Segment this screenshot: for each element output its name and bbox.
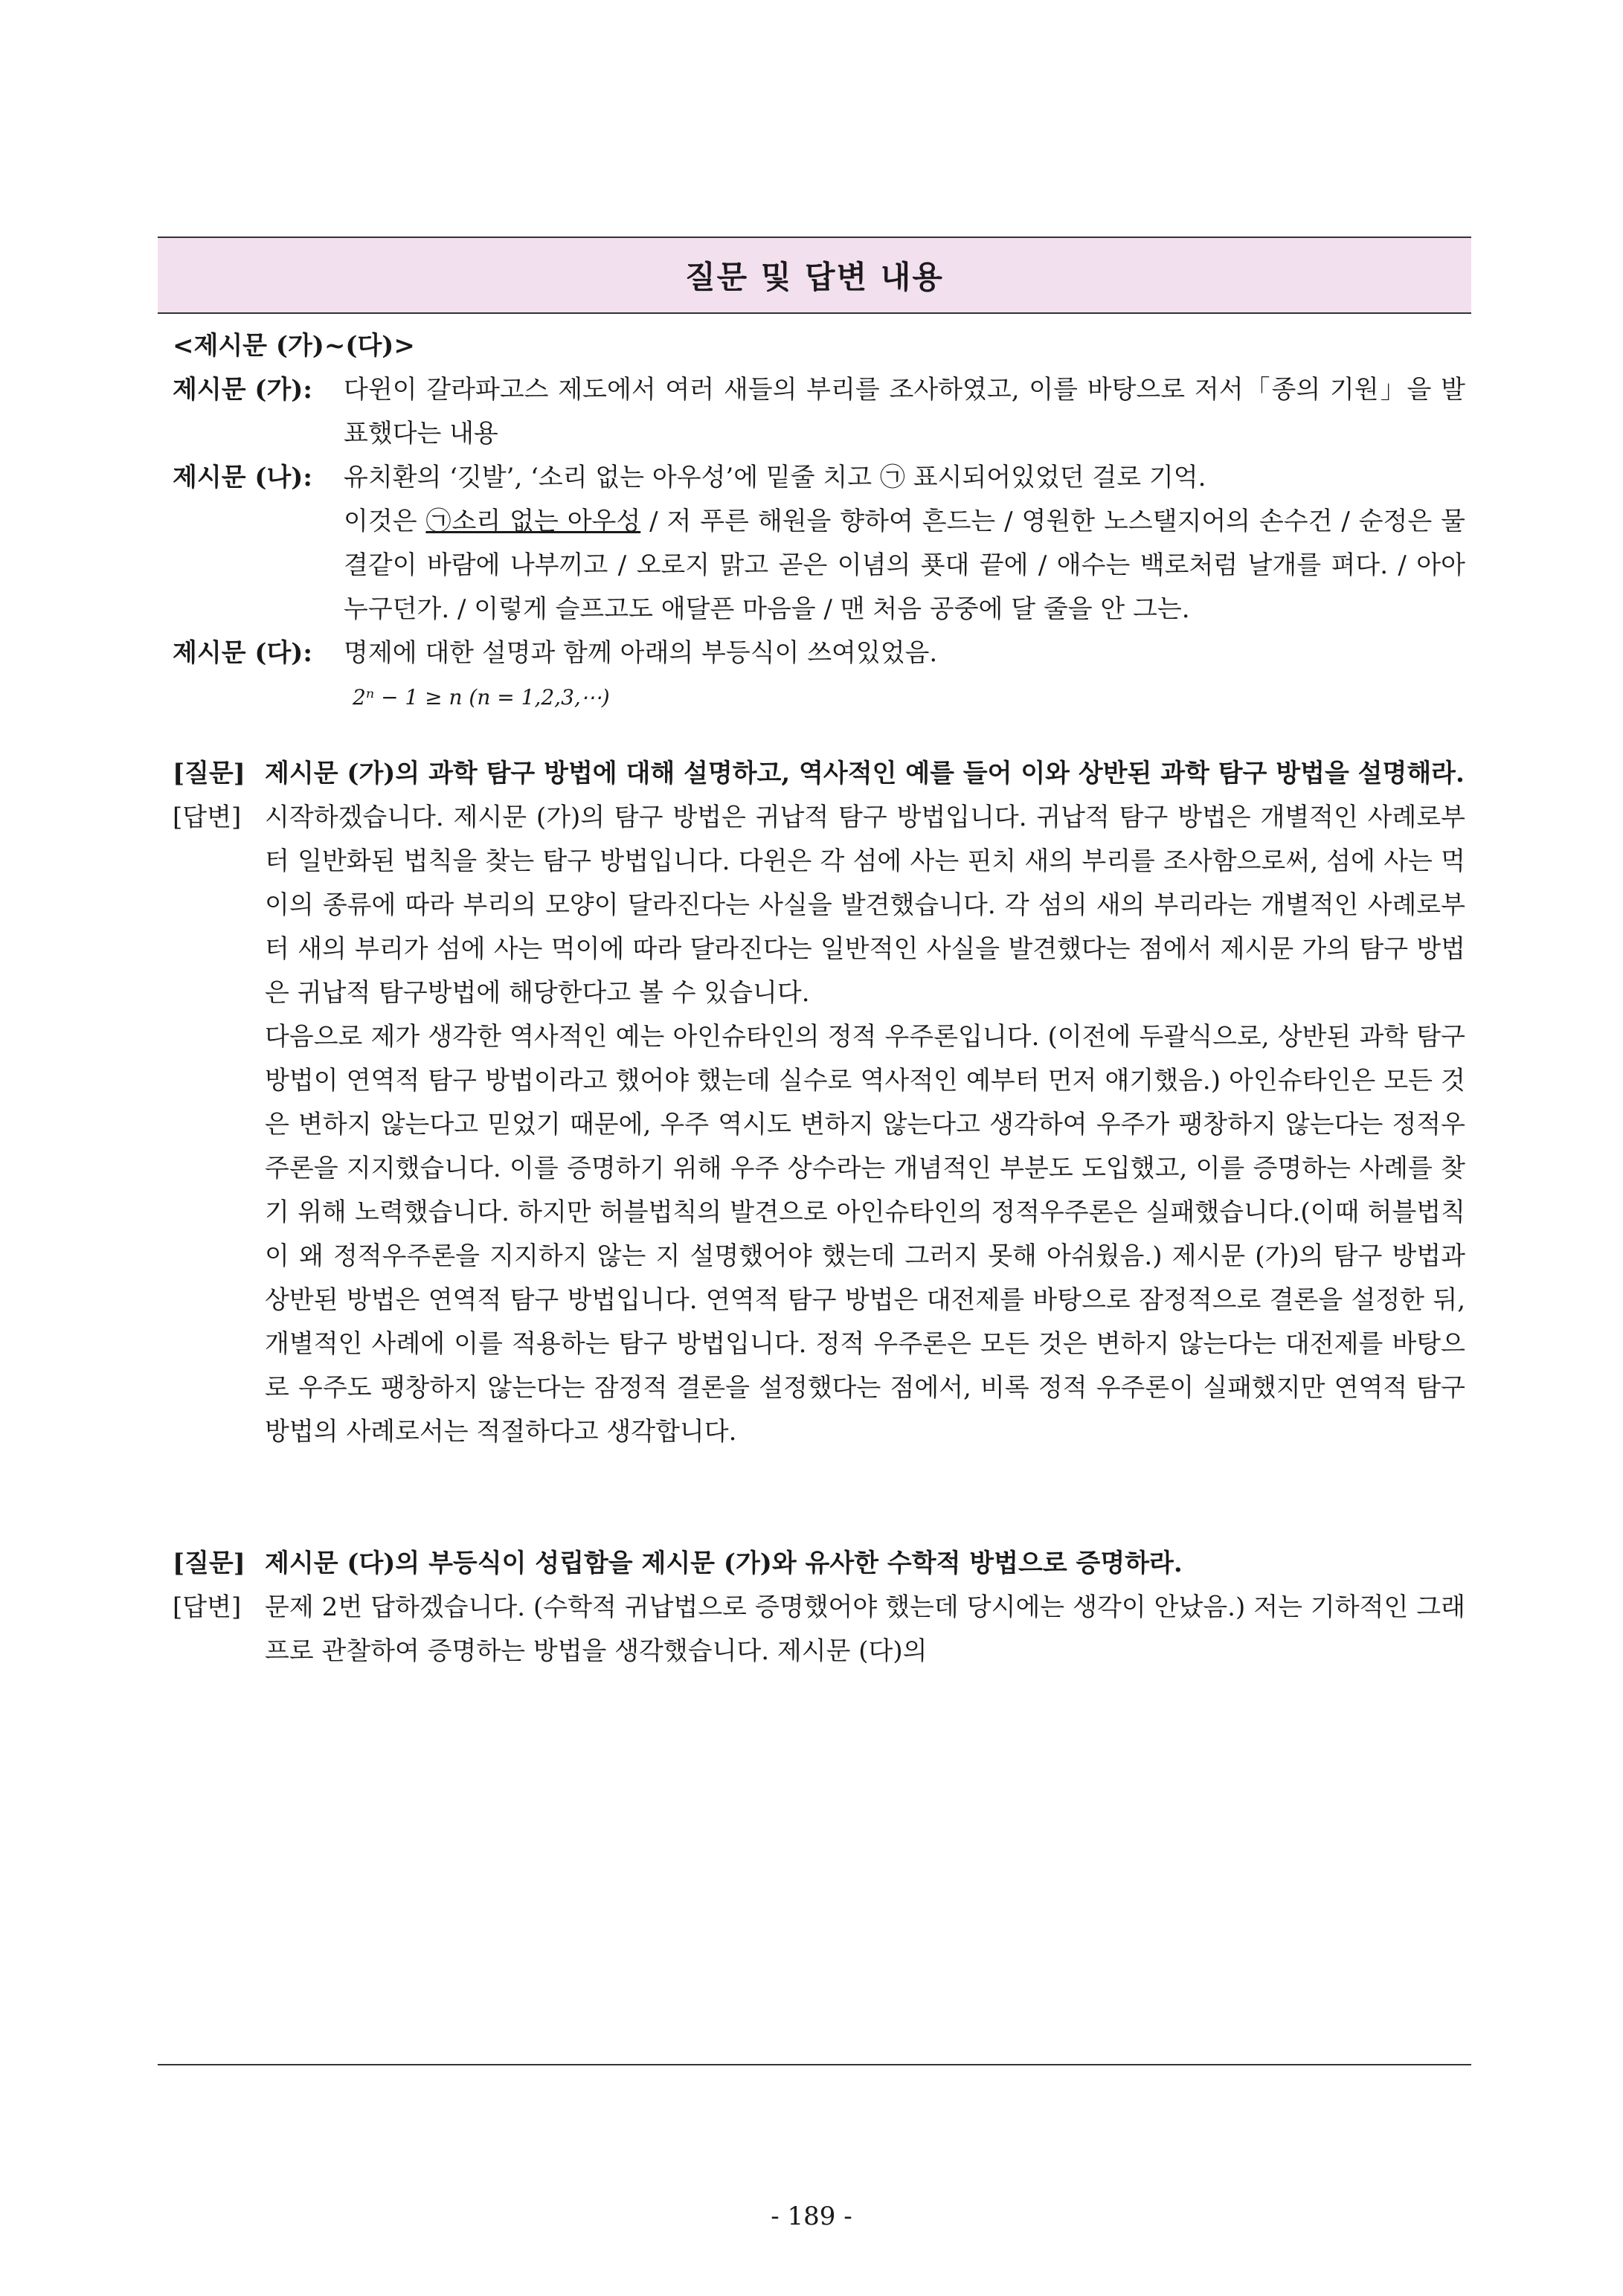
answer-2: [173, 1586, 1465, 1673]
question-text: 제시문 (다)의 부등식이 성립함을 제시문 (가)와 유사한 수학적 방법으로 증명하라.: [265, 1549, 1183, 1578]
passage-da: [173, 631, 1465, 719]
answer-paragraph: 문제 2번 답하겠습니다. (수학적 귀납법으로 증명했어야 했는데 당시에는 생각이 안났음.) 저는 기하적인 그래프로 관찰하여 증명하는 방법을 생각했습니다. 제시문 (다)의: [265, 1592, 1465, 1666]
passage-label: 제시문 (나):: [173, 463, 312, 492]
passages-heading: <제시문 (가)~(다)>: [173, 331, 415, 361]
passage-body: [344, 456, 1465, 631]
poem-rest: / 저 푸른 해원을 향하여 흔드는 / 영원한 노스탤지어의 손수건 / 순정은 물결같이 바람에 나부끼고 / 오로지 맑고 곧은 이념의 푯대 끝에 / 애수는 백로처럼 날개를 펴다. / 아아 누구던가. / 이렇게 슬프고도 애달픈 마음을 / 맨 처음 공중에 달 줄을 안 그는.: [344, 507, 1465, 624]
passage-body: [344, 631, 1465, 719]
passage-intro: 유치환의 ‘깃발’, ‘소리 없는 아우성’에 밑줄 치고 ㉠ 표시되어있었던 걸로 기억.: [344, 463, 1206, 492]
question-1: [173, 752, 1465, 796]
passage-text: 다윈이 갈라파고스 제도에서 여러 새들의 부리를 조사하였고, 이를 바탕으로 저서「종의 기원」을 발표했다는 내용: [344, 375, 1465, 448]
passage-label: 제시문 (가):: [173, 375, 312, 405]
section-title: 질문 및 답변 내용: [685, 259, 944, 295]
section-header: [158, 237, 1471, 314]
poem-text: [344, 500, 1465, 631]
question-tag: [질문]: [173, 1549, 245, 1578]
passage-text: 명제에 대한 설명과 함께 아래의 부등식이 쓰여있었음.: [344, 638, 938, 668]
content-area: [158, 314, 1471, 1673]
passage-na: [173, 456, 1465, 631]
question-2: [173, 1542, 1465, 1586]
answer-body: [265, 796, 1465, 1454]
page-number: - 189 -: [771, 2202, 852, 2231]
bottom-divider: [158, 2064, 1471, 2065]
answer-1: [173, 796, 1465, 1454]
inequality-formula: 2ⁿ − 1 ≥ n (n = 1,2,3,⋯): [353, 685, 610, 710]
answer-tag: [답변]: [173, 803, 242, 832]
poem-prefix: 이것은: [344, 507, 426, 536]
question-tag: [질문]: [173, 759, 245, 788]
poem-underlined-phrase: ㉠소리 없는 아우성: [425, 507, 641, 536]
qa-document: [158, 237, 1471, 1673]
answer-paragraph: 시작하겠습니다. 제시문 (가)의 탐구 방법은 귀납적 탐구 방법입니다. 귀납적 탐구 방법은 개별적인 사례로부터 일반화된 법칙을 찾는 탐구 방법입니다. 다윈은 각 섬에 사는 핀치 새의 부리를 조사함으로써, 섬에 사는 먹이의 종류에 따라 부리의 모양이 달라진다는 사실을 발견했습니다. 각 섬의 새의 부리라는 개별적인 사례로부터 새의 부리가 섬에 사는 먹이에 따라 달라진다는 일반적인 사실을 발견했다는 점에서 제시문 가의 탐구 방법은 귀납적 탐구방법에 해당한다고 볼 수 있습니다.: [265, 803, 1465, 1008]
passage-label: 제시문 (다):: [173, 638, 312, 668]
question-text: 제시문 (가)의 과학 탐구 방법에 대해 설명하고, 역사적인 예를 들어 이와 상반된 과학 탐구 방법을 설명해라.: [265, 759, 1465, 788]
passage-ga: [173, 368, 1465, 456]
answer-tag: [답변]: [173, 1592, 242, 1622]
answer-paragraph: 다음으로 제가 생각한 역사적인 예는 아인슈타인의 정적 우주론입니다. (이전에 두괄식으로, 상반된 과학 탐구 방법이 연역적 탐구 방법이라고 했어야 했는데 실수로 역사적인 예부터 먼저 얘기했음.) 아인슈타인은 모든 것은 변하지 않는다고 믿었기 때문에, 우주 역시도 변하지 않는다고 생각하여 우주가 팽창하지 않는다는 정적우주론을 지지했습니다. 이를 증명하기 위해 우주 상수라는 개념적인 부분도 도입했고, 이를 증명하는 사례를 찾기 위해 노력했습니다. 하지만 허블법칙의 발견으로 아인슈타인의 정적우주론은 실패했습니다.(이때 허블법칙이 왜 정적우주론을 지지하지 않는 지 설명했어야 했는데 그러지 못해 아쉬웠음.) 제시문 (가)의 탐구 방법과 상반된 방법은 연역적 탐구 방법입니다. 연역적 탐구 방법은 대전제를 바탕으로 잠정적으로 결론을 설정한 뒤, 개별적인 사례에 이를 적용하는 탐구 방법입니다. 정적 우주론은 모든 것은 변하지 않는다는 대전제를 바탕으로 우주도 팽창하지 않는다는 잠정적 결론을 설정했다는 점에서, 비록 정적 우주론이 실패했지만 연역적 탐구 방법의 사례로서는 적절하다고 생각합니다.: [265, 1022, 1465, 1447]
